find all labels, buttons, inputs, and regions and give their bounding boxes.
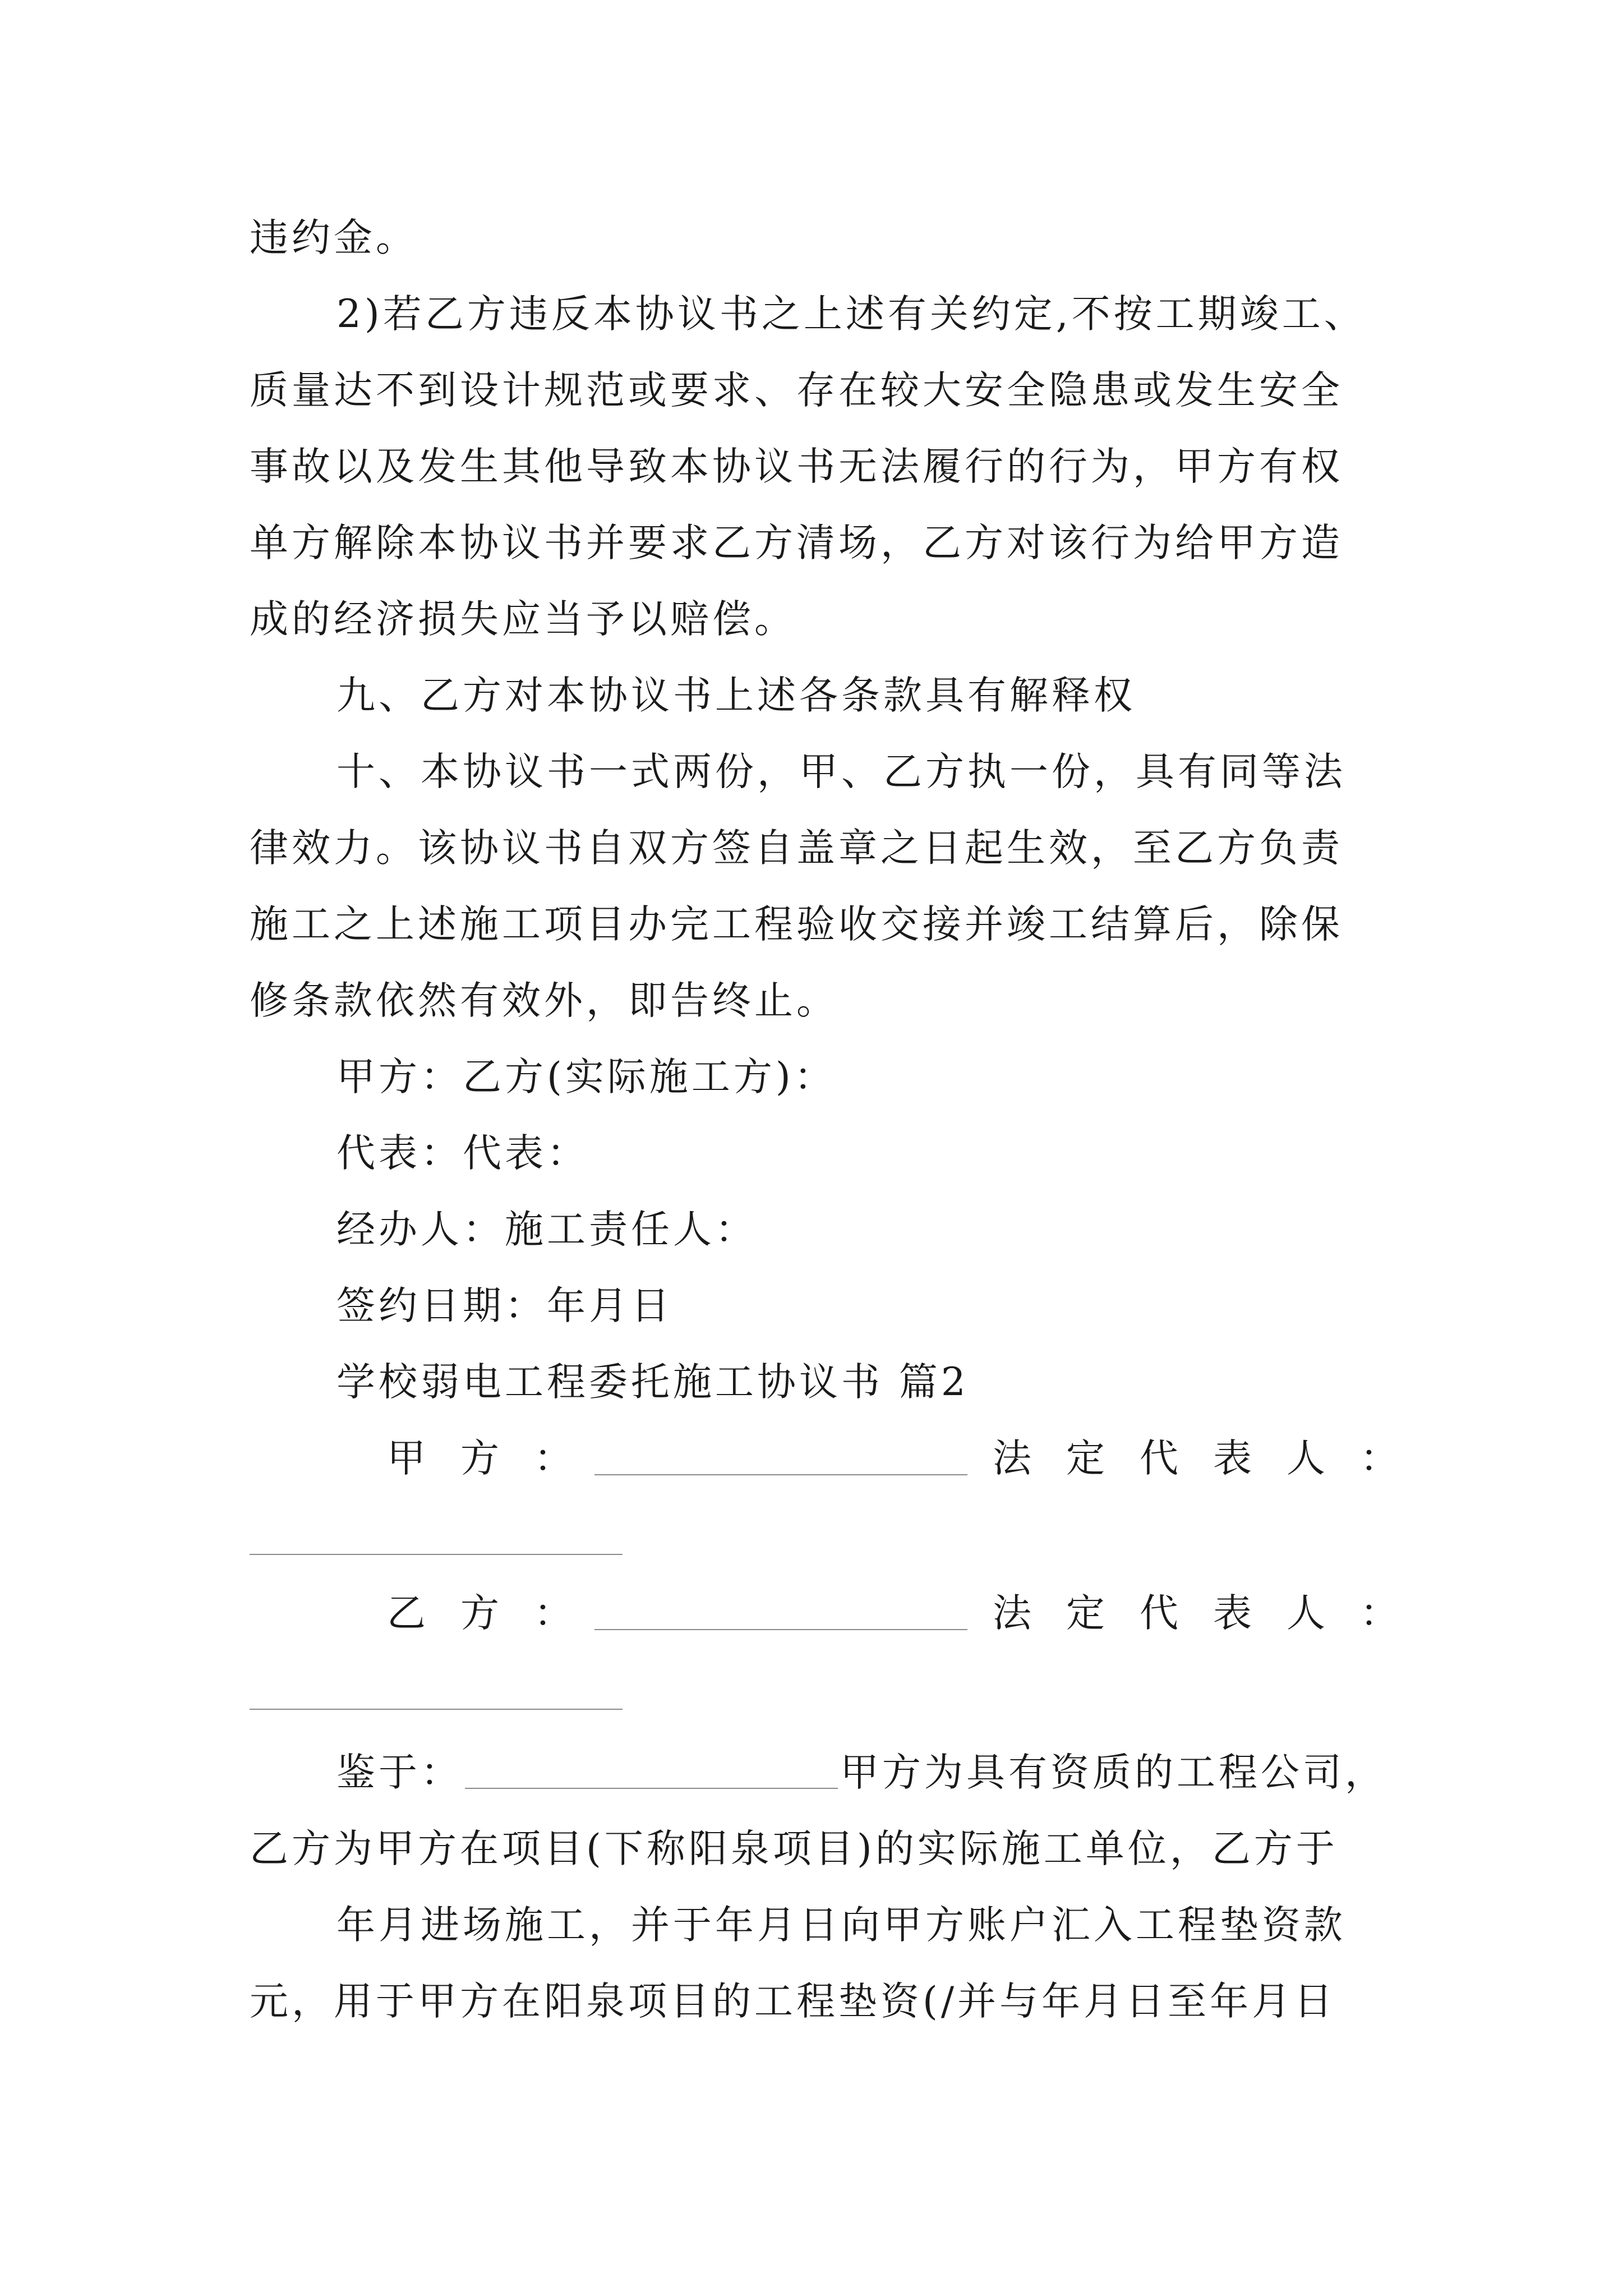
party-a-rep-blank	[250, 1554, 623, 1555]
party-b-label: 乙方：	[387, 1591, 607, 1636]
signature-party-line: 甲方：乙方(实际施工方)：	[336, 1055, 836, 1099]
text-line: 施工之上述施工项目办完工程验收交接并竣工结算后，除保	[250, 902, 1343, 947]
text-line: 事故以及发生其他导致本协议书无法履行的行为，甲方有权	[250, 444, 1343, 489]
party-a-blank	[594, 1474, 967, 1475]
text-line: 成的经济损失应当予以赔偿。	[250, 597, 796, 642]
text-line: 十、本协议书一式两份，甲、乙方执一份，具有同等法	[336, 749, 1346, 794]
text-line: 违约金。	[250, 215, 418, 260]
party-b-rep-label: 法定代表人：	[993, 1591, 1433, 1636]
text-line: 九、乙方对本协议书上述各条款具有解释权	[336, 673, 1136, 718]
text-line: 乙方为甲方在项目(下称阳泉项目)的实际施工单位，乙方于	[250, 1826, 1338, 1871]
party-b-blank	[594, 1629, 967, 1630]
party-a-label: 甲方：	[387, 1436, 607, 1481]
party-b-row	[250, 1585, 1433, 1641]
text-line: 2)若乙方违反本协议书之上述有关约定,不按工期竣工、	[336, 292, 1366, 337]
text-line: 质量达不到设计规范或要求、存在较大安全隐患或发生安全	[250, 368, 1343, 413]
text-line: 律效力。该协议书自双方签自盖章之日起生效，至乙方负责	[250, 826, 1343, 871]
text-line: 修条款依然有效外，即告终止。	[250, 978, 838, 1023]
signature-rep-line: 代表：代表：	[336, 1131, 589, 1176]
text-line: 单方解除本协议书并要求乙方清场，乙方对该行为给甲方造	[250, 521, 1343, 565]
section-heading: 学校弱电工程委托施工协议书 篇2	[336, 1360, 969, 1405]
whereas-blank	[465, 1788, 838, 1789]
signature-handler-line: 经办人：施工责任人：	[336, 1207, 757, 1252]
whereas-line	[336, 1745, 1387, 1801]
text-line: 元，用于甲方在阳泉项目的工程垫资(/并与年月日至年月日	[250, 1979, 1336, 2024]
party-a-row	[250, 1430, 1433, 1487]
party-a-rep-label: 法定代表人：	[993, 1436, 1433, 1481]
signature-date-line: 签约日期：年月日	[336, 1283, 673, 1328]
party-b-rep-blank	[250, 1709, 623, 1710]
whereas-suffix: 甲方为具有资质的工程公司，	[840, 1750, 1387, 1795]
whereas-prefix: 鉴于：	[336, 1750, 463, 1795]
text-line: 年月进场施工，并于年月日向甲方账户汇入工程垫资款	[336, 1903, 1346, 1948]
